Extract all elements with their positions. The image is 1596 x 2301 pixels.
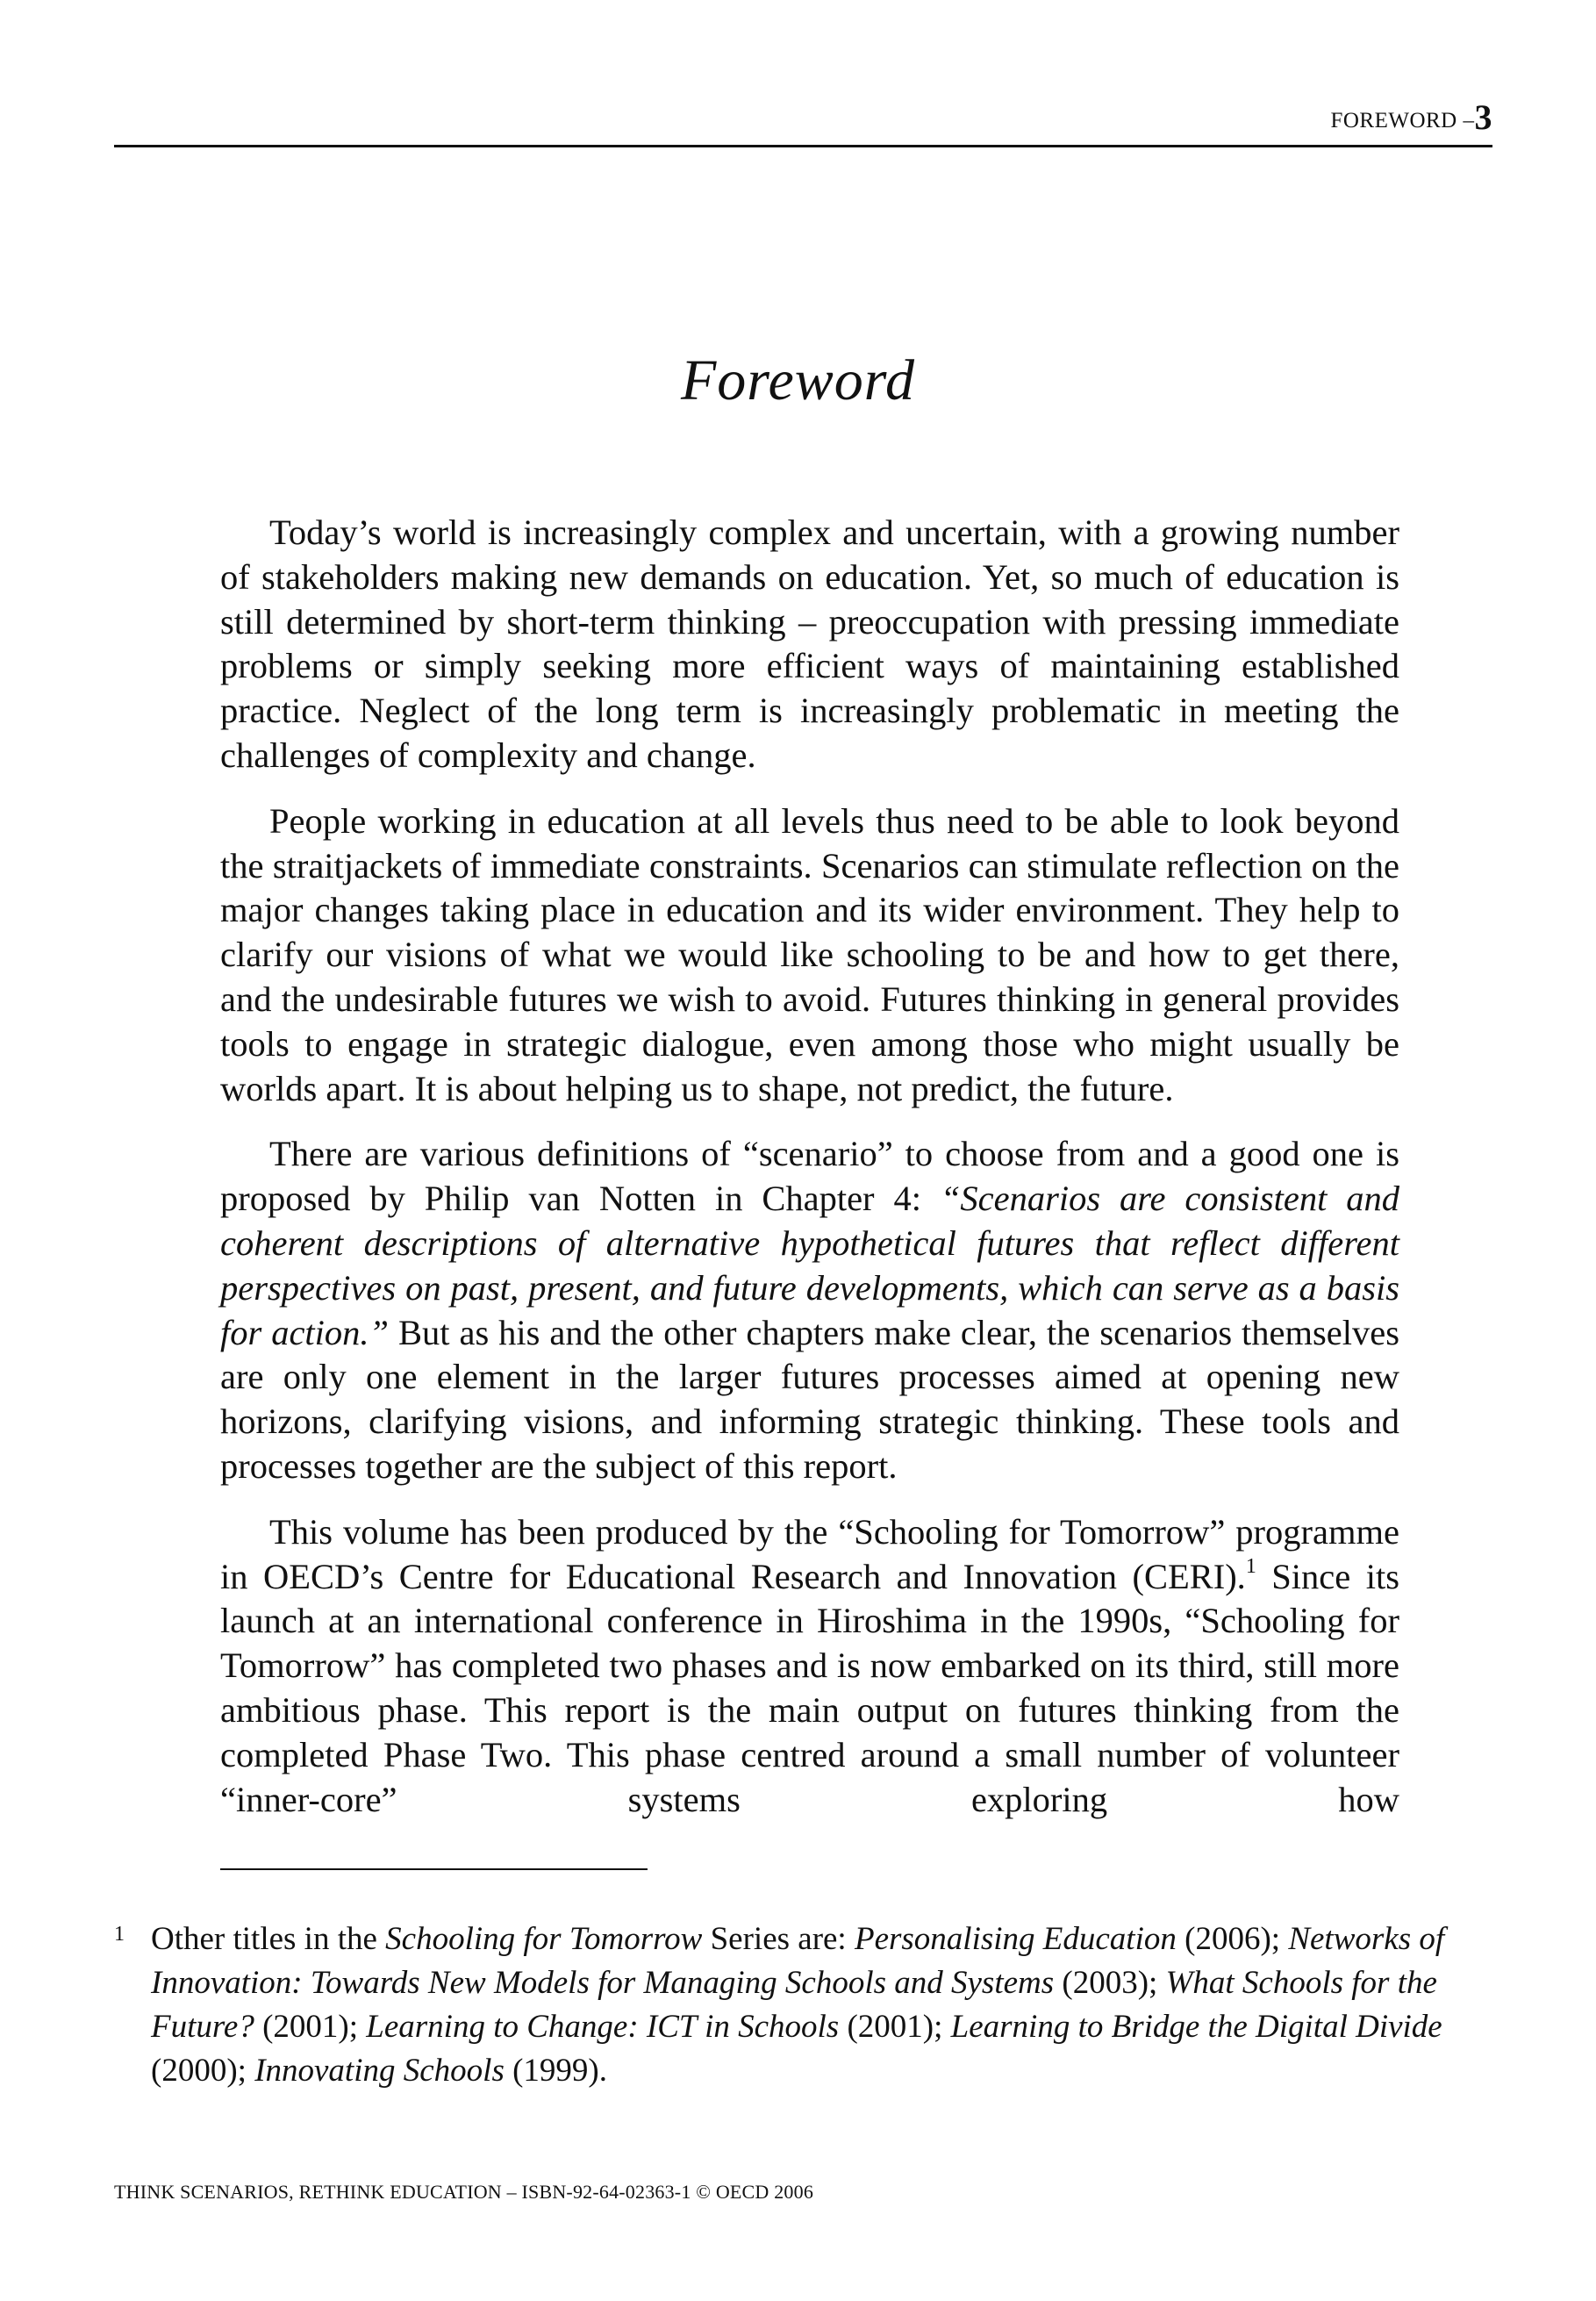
book-year: (2000); — [151, 2053, 255, 2089]
series-title: Schooling for Tomorrow — [385, 1921, 703, 1957]
book-year: (2001); — [254, 2009, 367, 2045]
footnote-text-part: Other titles in the — [151, 1921, 386, 1957]
paragraph-4 — [220, 1510, 1399, 1823]
paragraph-3-intro: There are various definitions of “scenario” to choose from and a good one is proposed by Philip van Notten in Chapter 4: — [220, 1134, 1399, 1219]
paragraph-4-before-ref: This volume has been produced by the “Schooling for Tomorrow” programme in OECD’s Centre for Educational Research and Innovation (CERI). — [220, 1511, 1399, 1596]
book-title: Networks of Innovation: Towards New Models for Managing Schools and Systems — [151, 1921, 1445, 2001]
body-text — [220, 511, 1399, 1843]
footnote-number: 1 — [114, 1923, 125, 1946]
footnote-text-part: Series are: — [702, 1921, 855, 1957]
book-year: (2001); — [839, 2009, 951, 2045]
footnote-text — [151, 1918, 1483, 2093]
header-rule — [114, 145, 1492, 147]
paragraph-1: Today’s world is increasingly complex and uncertain, with a growing number of stakeholders making new demands on education. Yet, so much of education is still determined by short-term thinking – preoccupation with pressing immediate problems or simply seeking more efficient ways of maintaining established practice. Neglect of the long term is increasingly problematic in meeting the challenges of complexity and change. — [220, 513, 1399, 775]
book-title: Learning to Bridge the Digital Divide — [950, 2009, 1442, 2045]
footnote-rule — [220, 1868, 648, 1870]
footnote-reference[interactable]: 1 — [1245, 1554, 1256, 1578]
paragraph-2: People working in education at all levels thus need to be able to look beyond the straitjackets of immediate constraints. Scenarios can stimulate reflection on the major changes taking place in education and its wider environment. They help to clarify our visions of what we would like schooling to be and how to get there, and the undesirable futures we wish to avoid. Futures thinking in general provides tools to engage in strategic dialogue, even among those who might usually be worlds apart. It is about helping us to shape, not predict, the future. — [220, 800, 1399, 1108]
paragraph-3 — [220, 1132, 1399, 1488]
scenario-definition-quote: “Scenarios are consistent and coherent descriptions of alternative hypothetical futures that reflect different perspectives on past, present, and future developments, which can serve as a basis for action.” — [220, 1179, 1399, 1352]
running-header-section: FOREWORD – — [1330, 109, 1475, 133]
paragraph-3-rest: But as his and the other chapters make clear, the scenarios themselves are only one element in the larger futures processes aimed at opening new horizons, clarifying visions, and informing strategic thinking. These tools and processes together are the subject of this report. — [220, 1312, 1399, 1486]
footnote — [114, 1918, 1483, 2093]
book-year: (2003); — [1054, 1965, 1166, 2001]
book-year: (2006); — [1176, 1921, 1289, 1957]
paragraph-4-after-ref: Since its launch at an international conference in Hiroshima in the 1990s, “Schooling for Tomorrow” has completed two phases and is now embarked on its third, still more ambitious phase. This report is the main output on futures thinking from the completed Phase Two. This phase centred around a small number of volunteer “inner-core” systems exploring how — [220, 1556, 1399, 1819]
page-footer: THINK SCENARIOS, RETHINK EDUCATION – ISBN-92-64-02363-1 © OECD 2006 — [114, 2181, 814, 2203]
page-title: Foreword — [680, 348, 916, 412]
book-year: (1999). — [504, 2053, 607, 2089]
book-title: Personalising Education — [854, 1921, 1177, 1957]
book-title: What Schools for the Future? — [151, 1965, 1437, 2045]
running-header — [1330, 97, 1492, 138]
book-title: Learning to Change: ICT in Schools — [366, 2009, 840, 2045]
book-title: Innovating Schools — [254, 2053, 505, 2089]
page-number: 3 — [1474, 97, 1492, 137]
